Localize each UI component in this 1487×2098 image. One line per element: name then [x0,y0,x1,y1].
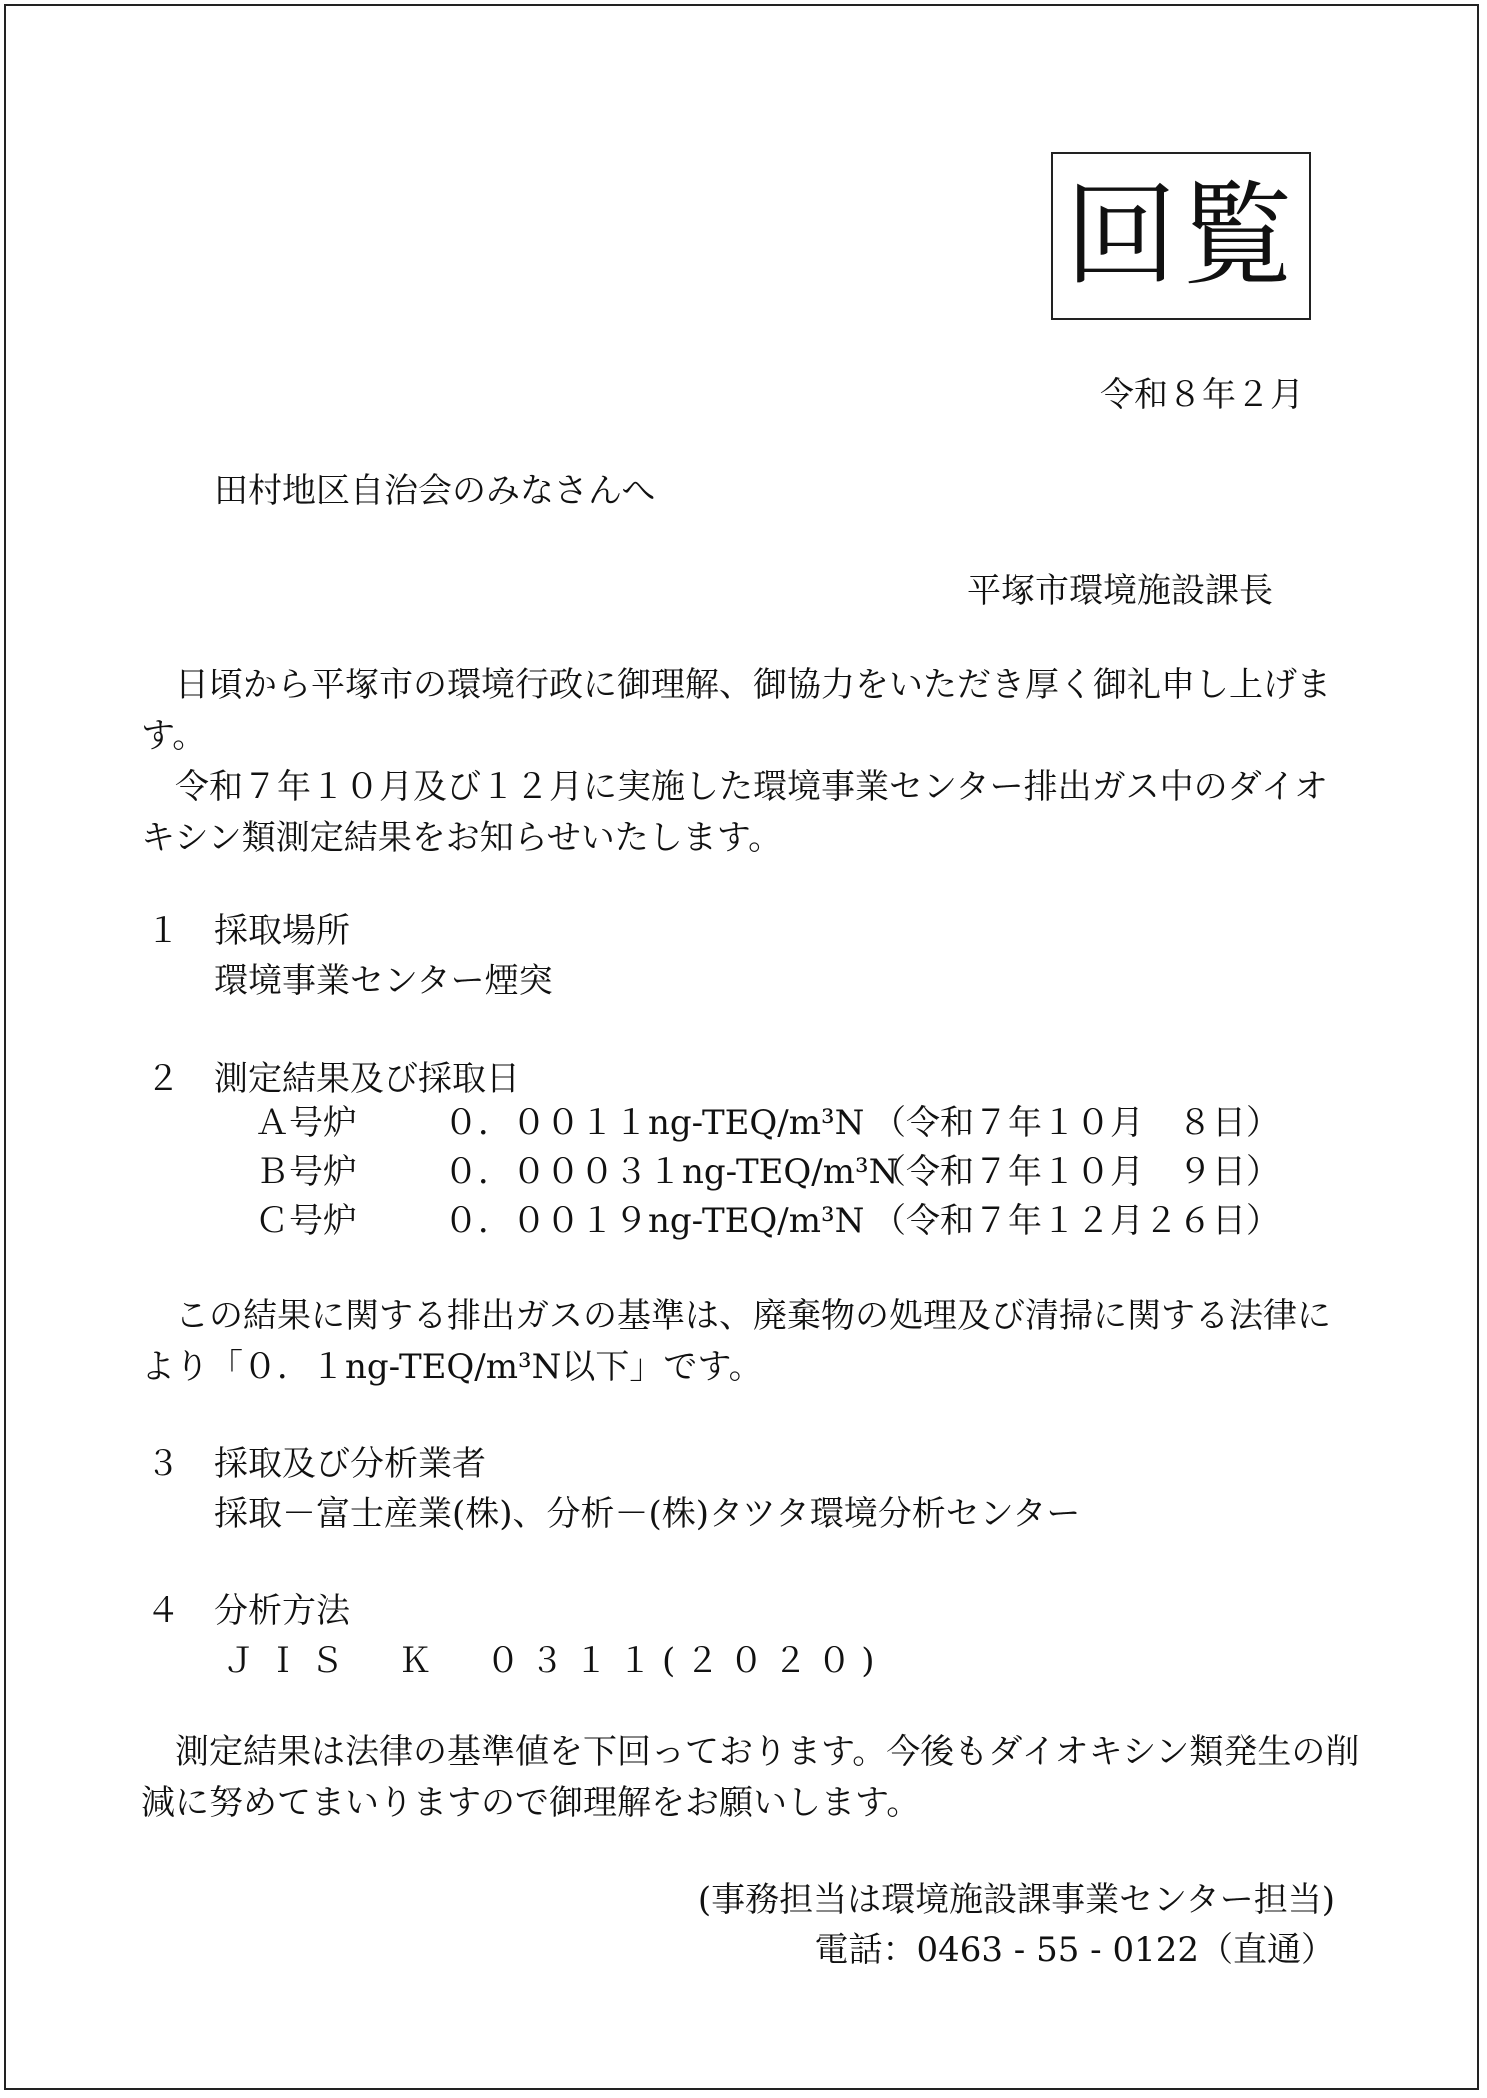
issue-date: 令和８年２月 [1100,375,1304,415]
section-1-title: 採取場所 [214,911,350,951]
furnace-a-value: ０．００１１ng-TEQ/m³N [444,1103,865,1143]
sender: 平塚市環境施設課長 [967,571,1273,611]
section-3-number: ３ [146,1444,180,1484]
section-2-title: 測定結果及び採取日 [214,1059,520,1099]
section-2-number: ２ [146,1059,180,1099]
contact-phone: 電話：0463 - 55 - 0122（直通） [814,1930,1335,1970]
section-4-title: 分析方法 [214,1591,350,1631]
section-1-number: １ [146,911,180,951]
furnace-a-date: （令和７年１０月 ８日） [872,1103,1280,1143]
furnace-b-value: ０．０００３１ng-TEQ/m³N [444,1152,899,1192]
furnace-c-value: ０．００１９ng-TEQ/m³N [444,1201,865,1241]
section-1-body: 環境事業センター煙突 [214,961,553,1001]
furnace-b-date: （令和７年１０月 ９日） [872,1152,1280,1192]
emission-standard-paragraph: この結果に関する排出ガスの基準は、廃棄物の処理及び清掃に関する法律により「０．１ng-TEQ/m³N以下」です。 [141,1296,1331,1387]
section-3-body: 採取－富士産業(株)、分析－(株)タツタ環境分析センター [214,1494,1081,1534]
furnace-b-label: Ｂ号炉 [255,1152,357,1192]
furnace-c-label: Ｃ号炉 [255,1201,357,1241]
addressee: 田村地区自治会のみなさんへ [214,471,656,511]
closing-paragraph: 測定結果は法律の基準値を下回っております。今後もダイオキシン類発生の削減に努めてまいりますので御理解をお願いします。 [141,1732,1360,1823]
furnace-c-date: （令和７年１２月２６日） [872,1201,1280,1241]
section-4-number: ４ [146,1591,180,1631]
intro-paragraph-1: 日頃から平塚市の環境行政に御理解、御協力をいただき厚く御礼申し上げます。 [141,665,1331,756]
intro-paragraph-2: 令和７年１０月及び１２月に実施した環境事業センター排出ガス中のダイオキシン類測定結果をお知らせいたします。 [141,767,1328,858]
contact-office: (事務担当は環境施設課事業センター担当) [697,1880,1335,1920]
section-4-body: ＪＩＳ Ｋ ０３１１(２０２０) [222,1641,885,1681]
circulation-stamp: 回覧 [1051,152,1311,320]
furnace-a-label: Ａ号炉 [255,1103,357,1143]
section-3-title: 採取及び分析業者 [214,1444,486,1484]
